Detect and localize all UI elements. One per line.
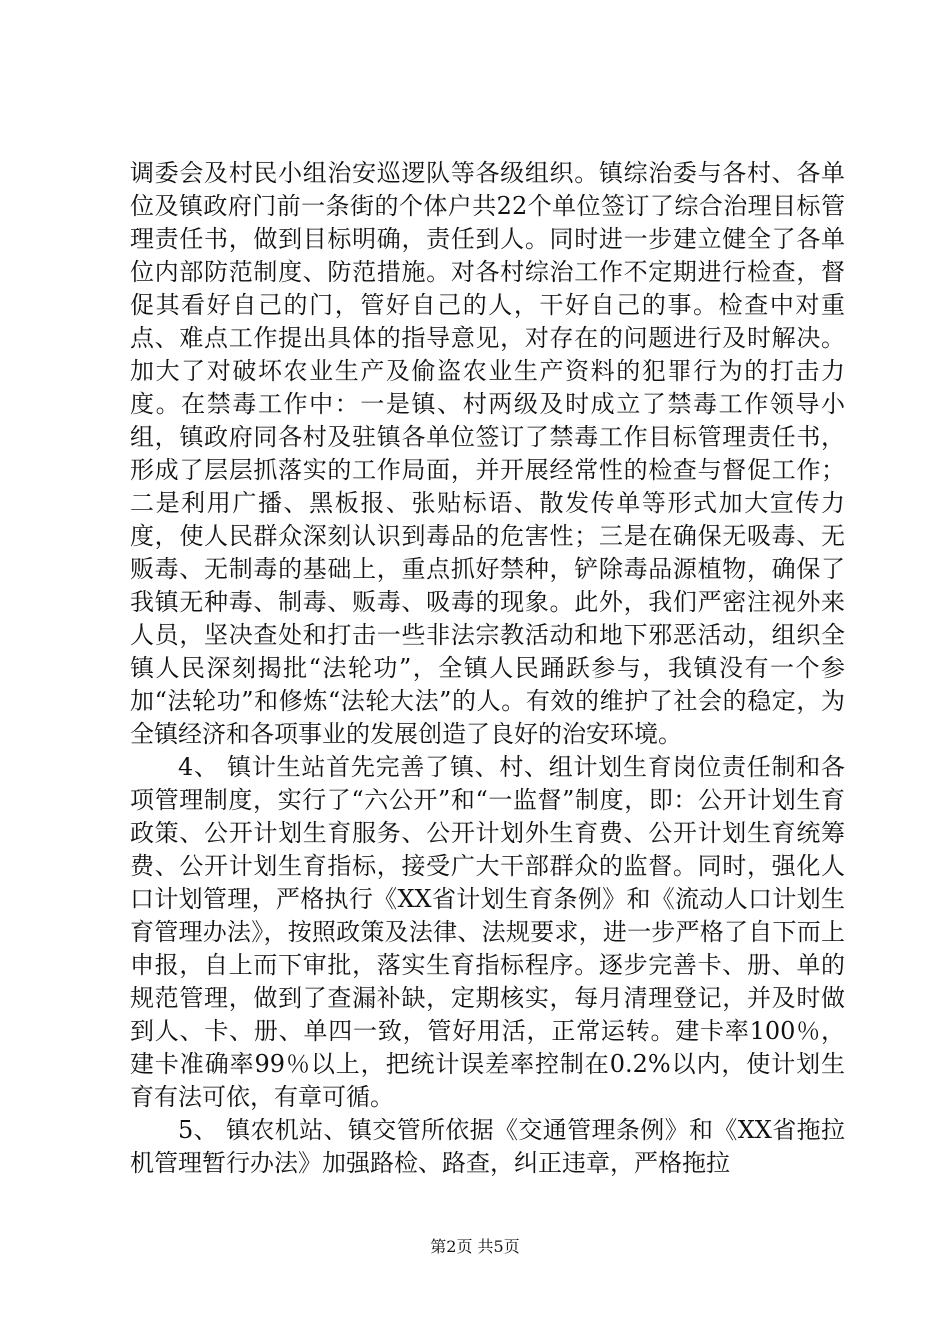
- paragraph-item-4: 4、 镇计生站首先完善了镇、村、组计划生育岗位责任制和各项管理制度，实行了“六公开”和“一监督”制度，即：公开计划生育政策、公开计划生育服务、公开计划外生育费、公开计划生育统筹费、公开计划生育指标，接受广大干部群众的监督。同时，强化人口计划管理，严格执行《XX省计划生育条例》和《流动人口计划生育管理办法》，按照政策及法律、法规要求，进一步严格了自下而上申报，自上而下审批，落实生育指标程序。逐步完善卡、册、单的规范管理，做到了查漏补缺，定期核实，每月清理登记，并及时做到人、卡、册、单四一致，管好用活，正常运转。建卡率100％， 建卡准确率99％以上，把统计误差率控制在0.2%以内，使计划生育有法可依，有章可循。: [130, 753, 845, 1111]
- document-body: [130, 157, 845, 1180]
- page-footer: 第2页 共5页: [430, 1237, 520, 1256]
- paragraph-item-5: 5、 镇农机站、镇交管所依据《交通管理条例》和《XX省拖拉机管理暂行办法》加强路检、路查，纠正违章，严格拖拉: [130, 1116, 845, 1177]
- paragraph-continuation: 调委会及村民小组治安巡逻队等各级组织。镇综治委与各村、各单位及镇政府门前一条街的个体户共22个单位签订了综合治理目标管理责任书，做到目标明确，责任到人。同时进一步建立健全了各单位内部防范制度、防范措施。对各村综治工作不定期进行检查，督促其看好自己的门，管好自己的人，干好自己的事。检查中对重点、难点工作提出具体的指导意见，对存在的问题进行及时解决。加大了对破坏农业生产及偷盗农业生产资料的犯罪行为的打击力度。在禁毒工作中：一是镇、村两级及时成立了禁毒工作领导小组，镇政府同各村及驻镇各单位签订了禁毒工作目标管理责任书，形成了层层抓落实的工作局面，并开展经常性的检查与督促工作；二是利用广播、黑板报、张贴标语、散发传单等形式加大宣传力度，使人民群众深刻认识到毒品的危害性；三是在确保无吸毒、无贩毒、无制毒的基础上，重点抓好禁种，铲除毒品源植物，确保了我镇无种毒、制毒、贩毒、吸毒的现象。此外，我们严密注视外来人员，坚决查处和打击一些非法宗教活动和地下邪恶活动，组织全镇人民深刻揭批“法轮功”，全镇人民踊跃参与，我镇没有一个参加“法轮功”和修炼“法轮大法”的人。有效的维护了社会的稳定，为全镇经济和各项事业的发展创造了良好的治安环境。: [130, 159, 845, 748]
